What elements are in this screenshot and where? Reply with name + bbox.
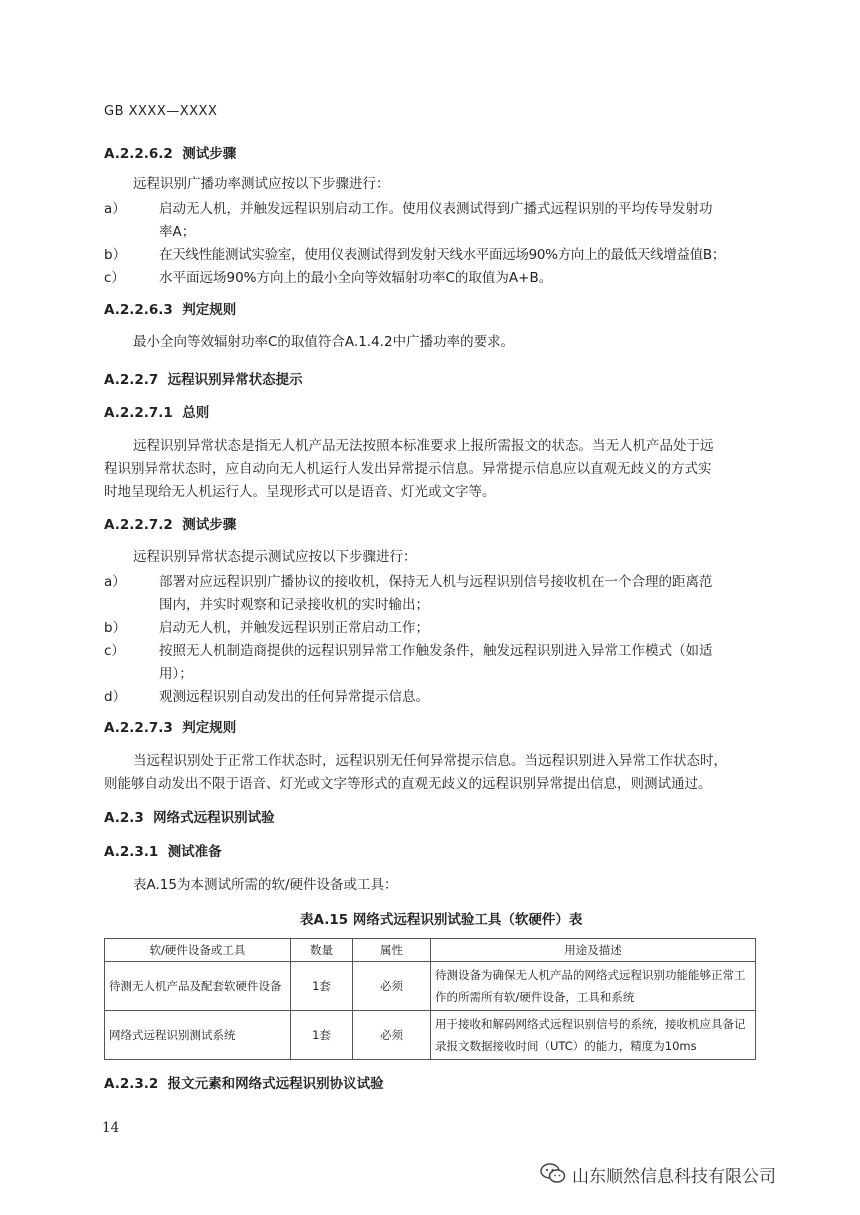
paragraph: 最小全向等效辐射功率C的取值符合A.1.4.2中广播功率的要求。: [133, 334, 515, 350]
section-heading: [104, 368, 303, 388]
list-item-text: 按照无人机制造商提供的远程识别异常工作触发条件，触发远程识别进入异常工作模式（如适: [159, 643, 713, 659]
quantity-cell: 1套: [291, 1011, 353, 1060]
page-number: 14: [102, 1120, 120, 1136]
column-header: 用途及描述: [431, 939, 756, 962]
section-title: 总则: [182, 405, 210, 421]
wechat-icon: [540, 1162, 566, 1184]
section-heading: [104, 1072, 384, 1092]
list-marker: a）: [104, 201, 126, 217]
list-item-text: 在天线性能测试实验室，使用仪表测试得到发射天线水平面远场90%方向上的最低天线增益值B；: [159, 247, 726, 263]
list-item-text: 围内，并实时观察和记录接收机的实时输出；: [159, 597, 429, 613]
list-item-text: 启动无人机，并触发远程识别正常启动工作；: [159, 620, 429, 636]
section-heading: [104, 716, 236, 736]
section-number: A.2.3.1: [104, 844, 159, 860]
list-item-text: 观测远程识别自动发出的任何异常提示信息。: [159, 689, 429, 705]
section-number: A.2.2.6.3: [104, 302, 173, 318]
paragraph-line: 时地呈现给无人机运行人。呈现形式可以是语音、灯光或文字等。: [104, 484, 496, 500]
section-heading: [104, 806, 275, 826]
description-cell: 待测设备为确保无人机产品的网络式远程识别功能能够正常工作的所需所有软/硬件设备，工具和系统: [431, 962, 756, 1011]
section-number: A.2.2.7.1: [104, 405, 173, 421]
attribute-cell: 必须: [353, 1011, 431, 1060]
list-marker: b）: [104, 620, 127, 636]
list-item-text: 部署对应远程识别广播协议的接收机，保持无人机与远程识别信号接收机在一个合理的距离范: [159, 574, 713, 590]
table-caption: 表A.15 网络式远程识别试验工具（软硬件）表: [300, 912, 583, 928]
section-title: 测试步骤: [182, 517, 237, 533]
section-title: 报文元素和网络式远程识别协议试验: [167, 1076, 384, 1092]
column-header: 属性: [353, 939, 431, 962]
section-title: 测试准备: [167, 844, 222, 860]
paragraph-line: 远程识别异常状态是指无人机产品无法按照本标准要求上报所需报文的状态。当无人机产品处于远: [133, 438, 714, 454]
table-row: [105, 1011, 756, 1060]
table-header-row: [105, 939, 756, 962]
section-title: 判定规则: [182, 720, 237, 736]
section-title: 判定规则: [182, 302, 237, 318]
list-marker: c）: [104, 270, 125, 286]
list-item-text: 用）；: [159, 666, 193, 682]
section-number: A.2.3.2: [104, 1076, 159, 1092]
list-item-text: 水平面远场90%方向上的最小全向等效辐射功率C的取值为A+B。: [159, 270, 553, 286]
section-heading: [104, 401, 209, 421]
table-row: [105, 962, 756, 1011]
standard-code: GB XXXX—XXXX: [104, 104, 218, 119]
section-heading: [104, 298, 236, 318]
column-header: 软/硬件设备或工具: [105, 939, 291, 962]
tool-name-cell: 网络式远程识别测试系统: [105, 1011, 291, 1060]
paragraph: 表A.15为本测试所需的软/硬件设备或工具：: [133, 877, 398, 893]
section-heading: [104, 142, 236, 162]
list-item-text: 率A；: [159, 224, 196, 240]
section-title: 远程识别异常状态提示: [167, 372, 303, 388]
list-marker: a）: [104, 574, 126, 590]
section-heading: [104, 840, 222, 860]
tools-table: [104, 938, 756, 1060]
list-marker: d）: [104, 689, 127, 705]
paragraph: 远程识别广播功率测试应按以下步骤进行：: [133, 176, 390, 192]
paragraph-line: 当远程识别处于正常工作状态时，远程识别无任何异常提示信息。当远程识别进入异常工作状态时，: [133, 753, 727, 769]
description-cell: 用于接收和解码网络式远程识别信号的系统，接收机应具备记录报文数据接收时间（UTC）的能力，精度为10ms: [431, 1011, 756, 1060]
section-number: A.2.2.7.2: [104, 517, 173, 533]
section-number: A.2.2.6.2: [104, 146, 173, 162]
column-header: 数量: [291, 939, 353, 962]
section-number: A.2.2.7: [104, 372, 159, 388]
list-item-text: 启动无人机，并触发远程识别启动工作。使用仪表测试得到广播式远程识别的平均传导发射功: [159, 201, 713, 217]
section-number: A.2.2.7.3: [104, 720, 173, 736]
list-marker: c）: [104, 643, 125, 659]
quantity-cell: 1套: [291, 962, 353, 1011]
watermark-text: 山东顺然信息科技有限公司: [572, 1167, 776, 1187]
attribute-cell: 必须: [353, 962, 431, 1011]
section-title: 网络式远程识别试验: [153, 810, 275, 826]
paragraph-line: 则能够自动发出不限于语音、灯光或文字等形式的直观无歧义的远程识别异常提出信息，则测试通过。: [104, 776, 712, 792]
section-number: A.2.3: [104, 810, 144, 826]
tool-name-cell: 待测无人机产品及配套软硬件设备: [105, 962, 291, 1011]
paragraph: 远程识别异常状态提示测试应按以下步骤进行：: [133, 549, 417, 565]
list-marker: b）: [104, 247, 127, 263]
section-title: 测试步骤: [182, 146, 237, 162]
section-heading: [104, 513, 236, 533]
paragraph-line: 程识别异常状态时，应自动向无人机运行人发出异常提示信息。异常提示信息应以直观无歧义的方式实: [104, 461, 712, 477]
